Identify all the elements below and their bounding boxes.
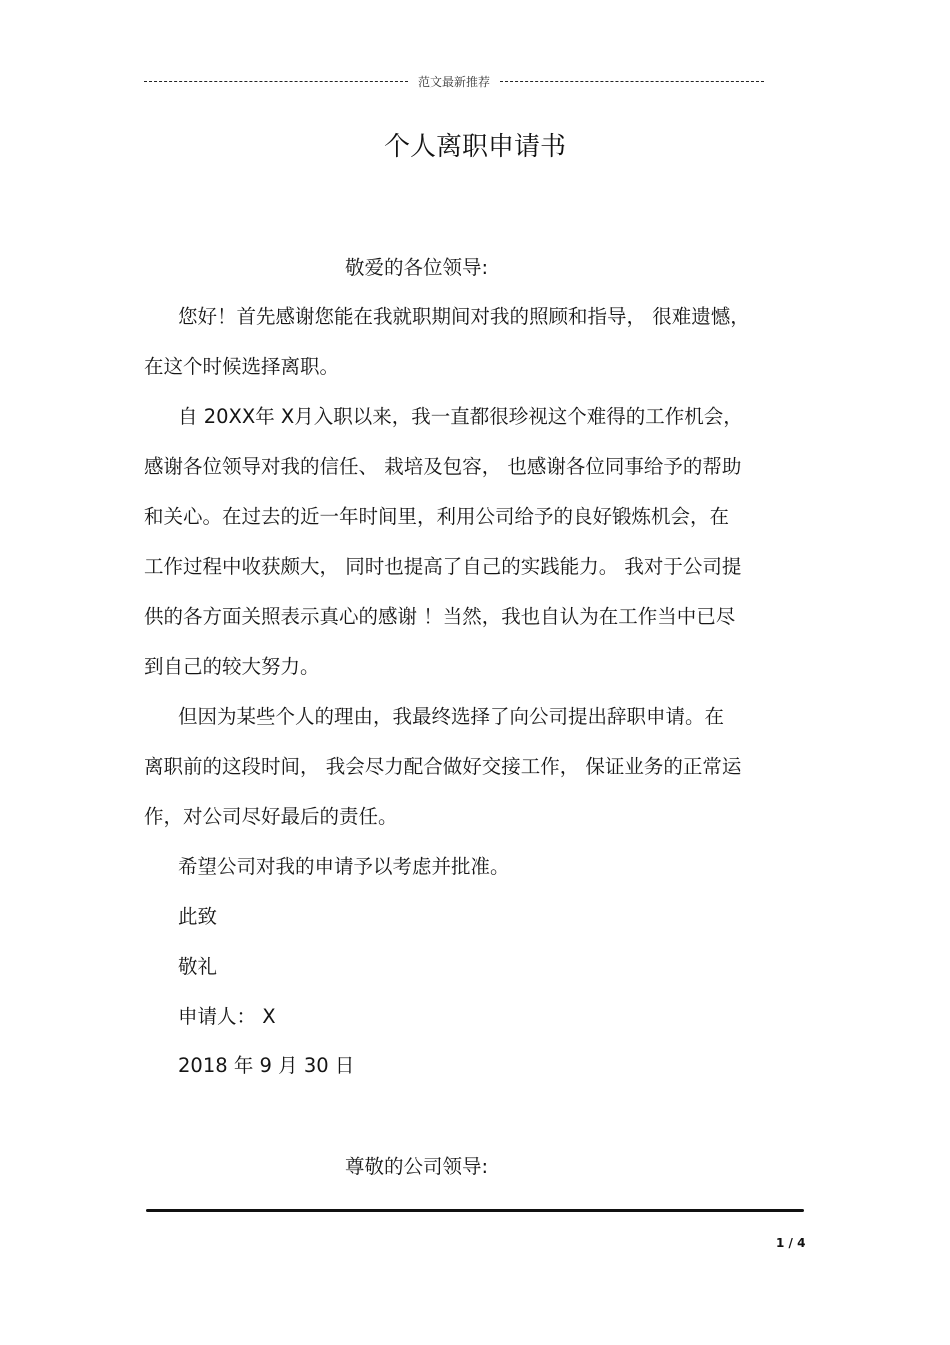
footer-rule [146,1209,804,1212]
header-text: 范文最新推荐 [418,74,491,89]
applicant-line: 申请人： X [178,1005,276,1028]
paragraph-line: 感谢各位领导对我的信任、 栽培及包容， 也感谢各位同事给予的帮助 [144,455,742,478]
paragraph-line: 到自己的较大努力。 [144,655,320,678]
closing-line: 此致 [178,905,218,928]
paragraph-line: 供的各方面关照表示真心的感谢 ！当然，我也自认为在工作当中已尽 [144,605,736,628]
paragraph-line: 希望公司对我的申请予以考虑并批准。 [178,855,510,878]
document-title: 个人离职申请书 [383,132,566,162]
closing-line: 敬礼 [178,955,218,978]
paragraph-line: 您好！首先感谢您能在我就职期间对我的照顾和指导， 很难遗憾， [178,305,750,328]
salutation: 敬爱的各位领导: [345,256,489,279]
page-header [144,72,764,90]
next-salutation: 尊敬的公司领导: [345,1155,489,1178]
paragraph-line: 离职前的这段时间， 我会尽力配合做好交接工作， 保证业务的正常运 [144,755,742,778]
paragraph-line: 作，对公司尽好最后的责任。 [144,805,398,828]
paragraph-line: 但因为某些个人的理由，我最终选择了向公司提出辞职申请。在 [178,705,725,728]
header-dash-right [500,81,764,82]
paragraph-line: 在这个时候选择离职。 [144,355,340,378]
paragraph-line: 和关心。在过去的近一年时间里，利用公司给予的良好锻炼机会，在 [144,505,730,528]
date-line: 2018 年 9 月 30 日 [178,1054,355,1077]
header-dash-left [144,81,408,82]
paragraph-line: 自 20XX年 X月入职以来，我一直都很珍视这个难得的工作机会， [178,405,743,428]
paragraph-line: 工作过程中收获颇大， 同时也提高了自己的实践能力。 我对于公司提 [144,555,742,578]
page-number: 1 / 4 [776,1236,806,1250]
